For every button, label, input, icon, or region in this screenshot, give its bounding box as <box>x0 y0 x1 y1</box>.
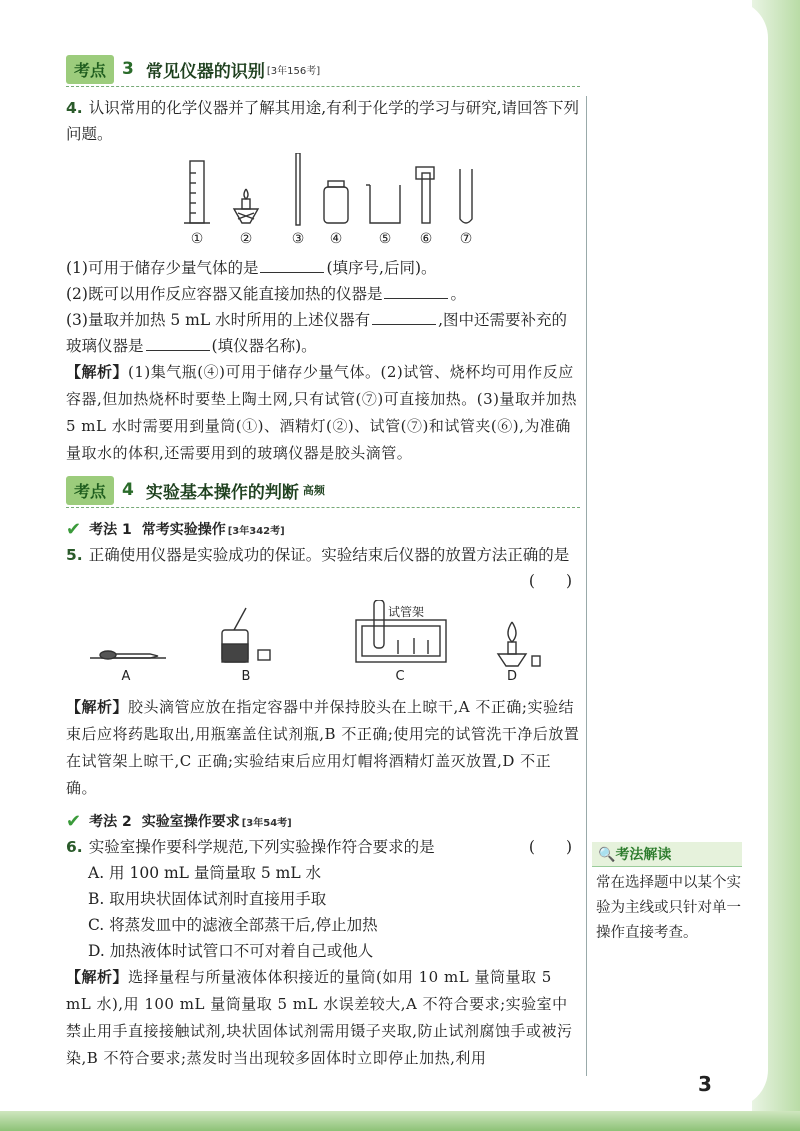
graduated-cylinder-icon <box>184 161 210 223</box>
method-1-header <box>66 516 580 542</box>
option-d[interactable]: D. 加热液体时试管口不可对着自己或他人 <box>88 942 374 960</box>
sidebar-heading: 🔍考法解读 <box>592 842 742 867</box>
storage-figure <box>66 600 580 684</box>
section-title: 实验基本操作的判断 <box>145 482 299 503</box>
test-tube-holder-icon <box>416 167 434 223</box>
analysis-label: 【解析】 <box>66 698 129 716</box>
sidebar-text: 常在选择题中以某个实验为主线或只针对单一操作直接考查。 <box>596 875 741 941</box>
magnifier-icon: 🔍 <box>598 847 616 863</box>
analysis-text: 胶头滴管应放在指定容器中并保持胶头在上晾干,A 不正确;实验结束后应将药匙取出,用瓶塞盖住试剂瓶,B 不正确;使用完的试管洗干净后放置在试管架上晾干,C 正确;实验结束后应用灯帽将酒精灯盖灭放置,D 不正确。 <box>66 698 580 797</box>
gas-jar-icon <box>324 181 348 223</box>
margin-divider <box>586 96 587 1076</box>
analysis-text: 选择量程与所量液体体积接近的量筒(如用 10 mL 量筒量取 5 mL 水),用 100 mL 量筒量取 5 mL 水误差较大,A 不符合要求;实验室中禁止用手直接接触试剂,块状固体试剂需用镊子夹取,防止试剂腐蚀手或被污染,B 不符合要求;蒸发时当出现较多固体时立即停止加热,利用 <box>66 968 573 1067</box>
q5-analysis <box>66 694 580 802</box>
method-title: 常考实验操作 <box>141 522 226 538</box>
method-title: 实验室操作要求 <box>141 814 240 830</box>
question-number: 4. <box>66 99 83 117</box>
fig-label-b: B <box>241 669 251 684</box>
section-frequency: [3年156考] <box>266 65 321 77</box>
answer-blank-2[interactable] <box>384 284 448 299</box>
main-column <box>66 52 580 1072</box>
checkmark-icon: ✔ <box>66 810 82 832</box>
fig-label-d: D <box>506 669 518 684</box>
instrument-figure <box>66 153 580 249</box>
option-c[interactable]: C. 将蒸发皿中的滤液全部蒸干后,停止加热 <box>88 916 378 934</box>
fig-label-7: ⑦ <box>459 231 473 247</box>
q4-analysis <box>66 359 580 467</box>
analysis-label: 【解析】 <box>66 968 129 986</box>
answer-blank-3[interactable] <box>372 310 436 325</box>
question-number: 5. <box>66 546 83 564</box>
method-label: 考法 1 <box>89 522 132 538</box>
alcohol-lamp-icon <box>234 189 258 223</box>
analysis-text: (1)集气瓶(④)可用于储存少量气体。(2)试管、烧杯均可用作反应容器,但加热烧杯时要垫上陶土网,只有试管(⑦)可直接加热。(3)量取并加热 5 mL 水时需要用到量筒(①)、酒精灯(②)、试管(⑦)和试管夹(⑥),为准确量取水的体积,还需要用到的玻璃仪器是胶头滴管。 <box>66 363 577 462</box>
analysis-label: 【解析】 <box>66 363 129 381</box>
beaker-icon <box>366 185 400 223</box>
section-number: 3 <box>122 59 134 79</box>
section-tag: 考点 <box>66 476 114 505</box>
question-number: 6. <box>66 838 83 856</box>
answer-blank-1[interactable] <box>260 258 324 273</box>
fig-label-a: A <box>121 669 131 684</box>
fig-label-4: ④ <box>329 231 343 247</box>
section-3-header <box>66 52 580 87</box>
rack-label: 试管架 <box>387 605 425 619</box>
q4-part-2: (2)既可以用作反应容器又能直接加热的仪器是 。 <box>66 285 466 303</box>
method-frequency: [3年342考] <box>227 525 285 537</box>
question-6-stem <box>66 834 580 860</box>
method-2-header <box>66 808 580 834</box>
answer-blank-4[interactable] <box>146 336 210 351</box>
method-label: 考法 2 <box>89 814 132 830</box>
question-5-stem <box>66 542 580 590</box>
fig-label-3: ③ <box>291 231 305 247</box>
fig-label-2: ② <box>239 231 253 247</box>
answer-paren[interactable]: ( ) <box>528 838 572 856</box>
dropper-lying-icon <box>90 651 166 659</box>
alcohol-lamp-lit-icon <box>498 622 540 666</box>
fig-label-5: ⑤ <box>378 231 392 247</box>
question-text: 实验室操作要科学规范,下列实验操作符合要求的是 <box>88 838 435 856</box>
reagent-bottle-spoon-icon <box>222 608 270 662</box>
option-b[interactable]: B. 取用块状固体试剂时直接用手取 <box>88 890 327 908</box>
test-tube-icon <box>460 169 472 223</box>
q6-analysis <box>66 964 580 1072</box>
fig-label-c: C <box>395 669 405 684</box>
q4-part-1: (1)可用于储存少量气体的是 (填序号,后同)。 <box>66 259 437 277</box>
high-frequency-badge: 高频 <box>302 484 325 497</box>
answer-paren[interactable]: ( ) <box>528 572 572 590</box>
fig-label-1: ① <box>190 231 204 247</box>
checkmark-icon: ✔ <box>66 518 82 540</box>
fig-label-6: ⑥ <box>419 231 433 247</box>
glass-rod-icon <box>296 153 300 225</box>
section-tag: 考点 <box>66 55 114 84</box>
option-a[interactable]: A. 用 100 mL 量筒量取 5 mL 水 <box>88 864 322 882</box>
page-number: 3 <box>698 1072 712 1096</box>
question-text: 正确使用仪器是实验成功的保证。实验结束后仪器的放置方法正确的是 <box>88 546 570 564</box>
section-4-header <box>66 473 580 508</box>
method-interpretation-box <box>592 842 742 946</box>
q4-part-3: (3)量取并加热 5 mL 水时所用的上述仪器有 ,图中还需要补充的玻璃仪器是 (填仪器名称)。 <box>66 311 568 355</box>
section-title: 常见仪器的识别 <box>145 61 265 82</box>
method-frequency: [3年54考] <box>241 817 292 829</box>
section-number: 4 <box>122 480 134 500</box>
question-4-stem <box>66 95 580 147</box>
question-text: 认识常用的化学仪器并了解其用途,有利于化学的学习与研究,请回答下列问题。 <box>66 99 580 143</box>
green-bottom-edge <box>0 1111 800 1131</box>
